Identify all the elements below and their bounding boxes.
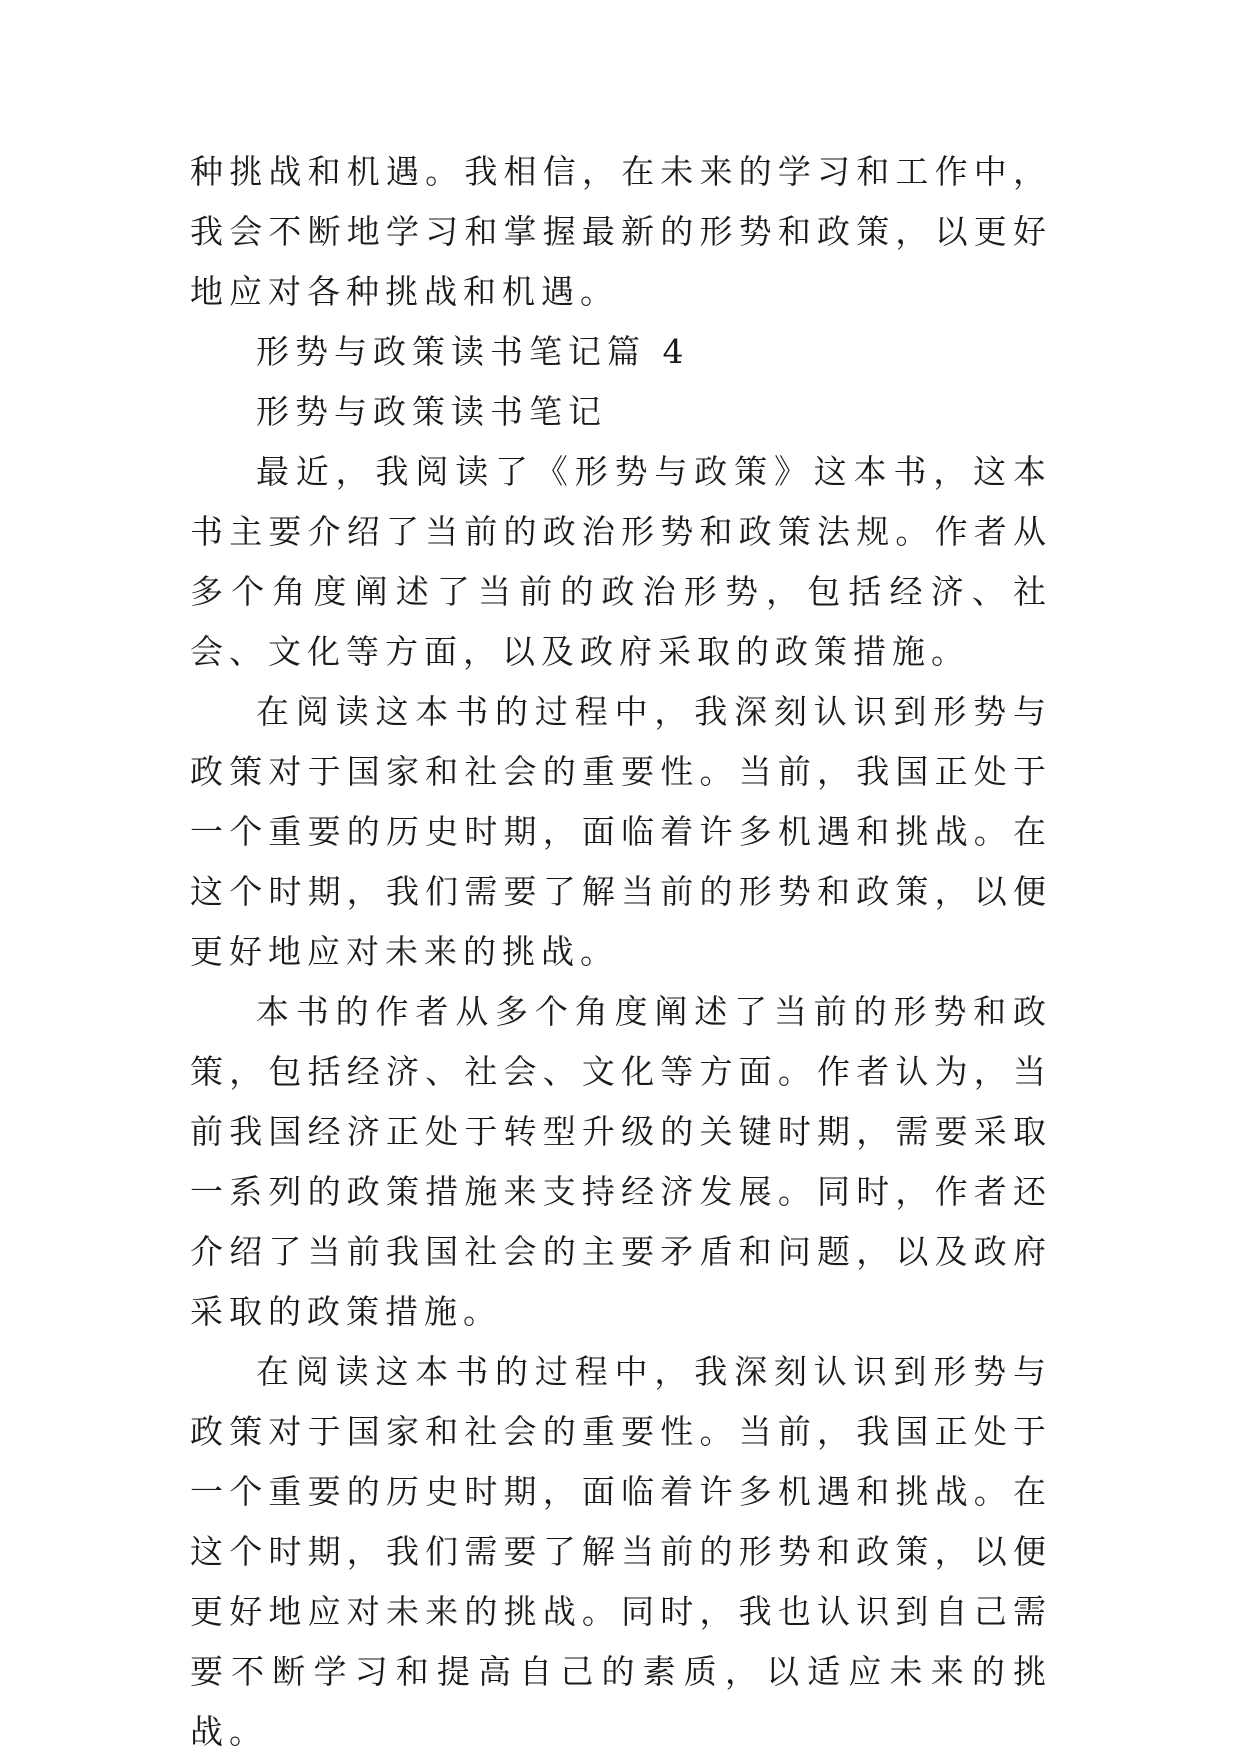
paragraph: 最近，我阅读了《形势与政策》这本书，这本书主要介绍了当前的政治形势和政策法规。作者从多个角度阐述了当前的政治形势，包括经济、社会、文化等方面，以及政府采取的政策措施。 — [190, 452, 1052, 671]
paragraph: 在阅读这本书的过程中，我深刻认识到形势与政策对于国家和社会的重要性。当前，我国正处于一个重要的历史时期，面临着许多机遇和挑战。在这个时期，我们需要了解当前的形势和政策，以便更好地应对未来的挑战。 — [190, 692, 1052, 971]
article-title: 形势与政策读书笔记 — [256, 392, 607, 431]
section-heading: 形势与政策读书笔记篇 4 — [256, 332, 690, 371]
paragraph: 在阅读这本书的过程中，我深刻认识到形势与政策对于国家和社会的重要性。当前，我国正处于一个重要的历史时期，面临着许多机遇和挑战。在这个时期，我们需要了解当前的形势和政策，以便更好地应对未来的挑战。同时，我也认识到自己需要不断学习和提高自己的素质，以适应未来的挑战。 — [190, 1352, 1052, 1751]
paragraph: 本书的作者从多个角度阐述了当前的形势和政策，包括经济、社会、文化等方面。作者认为，当前我国经济正处于转型升级的关键时期，需要采取一系列的政策措施来支持经济发展。同时，作者还介绍了当前我国社会的主要矛盾和问题，以及政府采取的政策措施。 — [190, 992, 1052, 1331]
paragraph-continuation: 种挑战和机遇。我相信，在未来的学习和工作中，我会不断地学习和掌握最新的形势和政策，以更好地应对各种挑战和机遇。 — [190, 152, 1052, 311]
document-page — [190, 142, 1052, 1762]
